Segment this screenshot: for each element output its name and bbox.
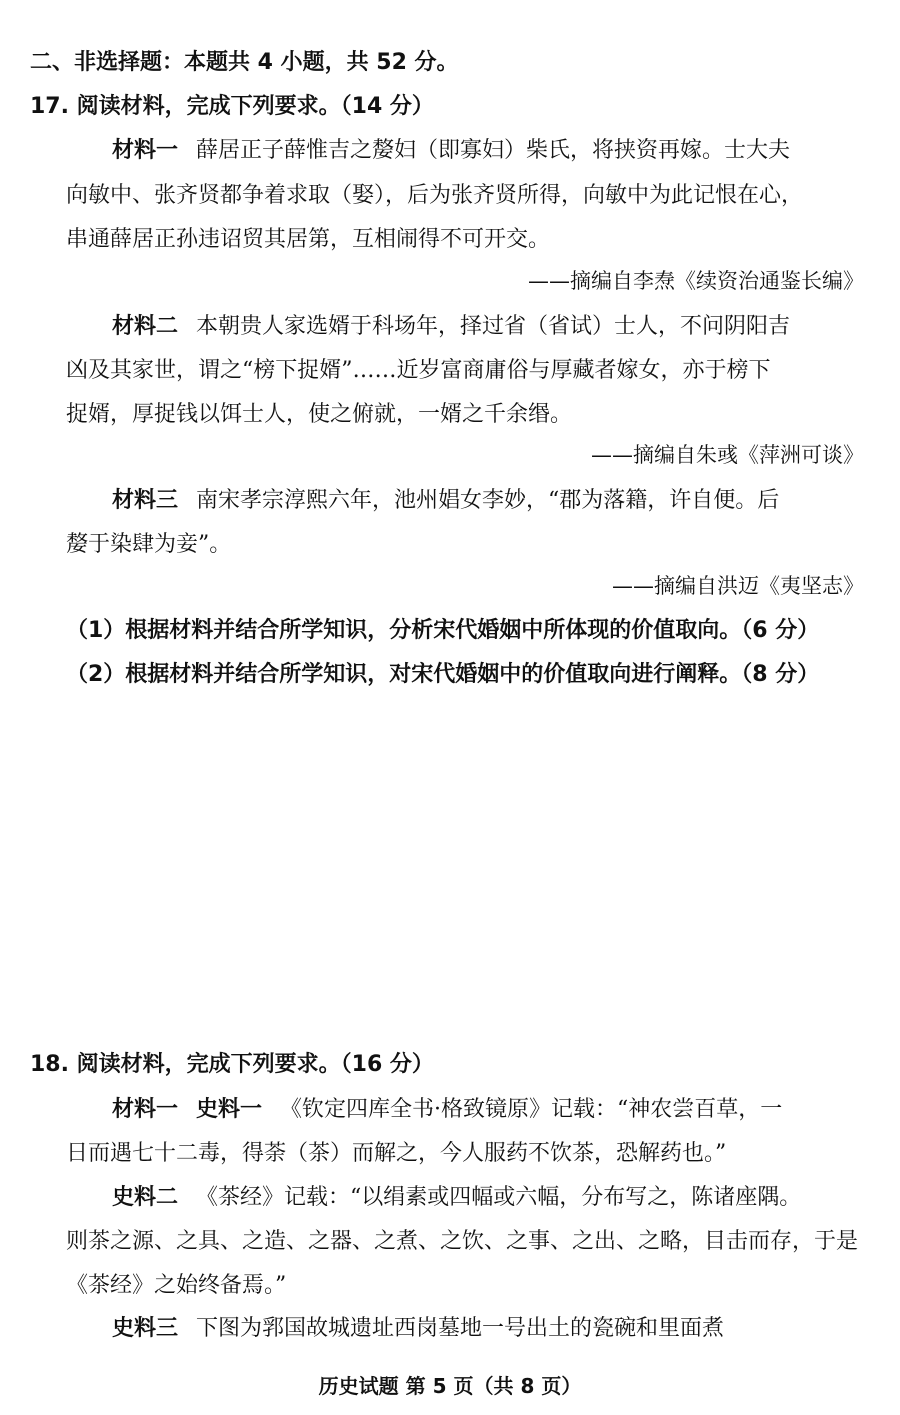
q17-subquestion-1: （1）根据材料并结合所学知识，分析宋代婚姻中所体现的价值取向。（6 分）	[66, 618, 820, 643]
q18-material-1-label: 材料一	[112, 1097, 179, 1122]
q18-s2-text-3: 《茶经》之始终备焉。”	[66, 1273, 287, 1298]
q17-m1-source: ——摘编自李焘《续资治通鉴长编》	[528, 269, 864, 293]
q17-m2-text-1: 本朝贵人家选婿于科场年，择过省（省试）士人，不问阴阳吉	[196, 314, 791, 339]
q18-material-1-line-1	[112, 1095, 782, 1125]
q18-s3-text-1: 下图为郛国故城遗址西岗墓地一号出土的瓷碗和里面煮	[196, 1316, 725, 1341]
q17-material-3-line-1	[112, 486, 779, 516]
q17-m2-source: ——摘编自朱彧《萍洲可谈》	[591, 443, 864, 467]
q18-s2-text-2: 则茶之源、之具、之造、之器、之煮、之饮、之事、之出、之略，目击而存，于是	[66, 1229, 859, 1254]
q17-subquestion-2: （2）根据材料并结合所学知识，对宋代婚姻中的价值取向进行阐释。（8 分）	[66, 662, 820, 687]
q17-material-1-label: 材料一	[112, 138, 179, 163]
q17-m1-text-3: 串通薛居正孙违诏贸其居第，互相闹得不可开交。	[66, 227, 551, 252]
q17-material-2-line-1	[112, 312, 790, 342]
q17-m1-text-1: 薛居正子薛惟吉之嫠妇（即寡妇）柴氏，将挟资再嫁。士大夫	[196, 138, 791, 163]
q18-header: 18. 阅读材料，完成下列要求。（16 分）	[30, 1052, 434, 1077]
q17-m1-text-2: 向敏中、张齐贤都争着求取（娶），后为张齐贤所得，向敏中为此记恨在心，	[66, 183, 804, 208]
q17-m3-source: ——摘编自洪迈《夷坚志》	[612, 574, 864, 598]
q17-m3-text-1: 南宋孝宗淳熙六年，池州娼女李妙，“郡为落籍，许自便。后	[196, 488, 780, 513]
q18-s2-text-1: 《茶经》记载：“以绢素或四幅或六幅，分布写之，陈诸座隅。	[196, 1185, 802, 1210]
q18-source-2-label: 史料二	[112, 1185, 179, 1210]
page-footer: 历史试题 第 5 页（共 8 页）	[318, 1374, 582, 1398]
q18-source-1-label: 史料一	[196, 1097, 263, 1122]
q18-source-3-line-1	[112, 1314, 724, 1344]
q18-s1-text-1: 《钦定四库全书·格致镜原》记载：“神农尝百草，一	[280, 1097, 783, 1122]
q18-source-3-label: 史料三	[112, 1316, 179, 1341]
q17-material-2-label: 材料二	[112, 314, 179, 339]
q17-m2-text-3: 捉婿，厚捉钱以饵士人，使之俯就，一婿之千余缗。	[66, 402, 573, 427]
q18-source-2-line-1	[112, 1183, 801, 1213]
q17-material-1-line-1	[112, 136, 790, 166]
q17-m2-text-2: 凶及其家世，谓之“榜下捉婿”……近岁富商庸俗与厚藏者嫁女，亦于榜下	[66, 358, 771, 383]
q17-header: 17. 阅读材料，完成下列要求。（14 分）	[30, 94, 434, 119]
q17-material-3-label: 材料三	[112, 488, 179, 513]
section-title: 二、非选择题：本题共 4 小题，共 52 分。	[30, 50, 459, 75]
q17-m3-text-2: 嫠于染肆为妾”。	[66, 532, 232, 557]
q18-s1-text-2: 日而遇七十二毒，得荼（茶）而解之，今人服药不饮茶，恐解药也。”	[66, 1141, 727, 1166]
